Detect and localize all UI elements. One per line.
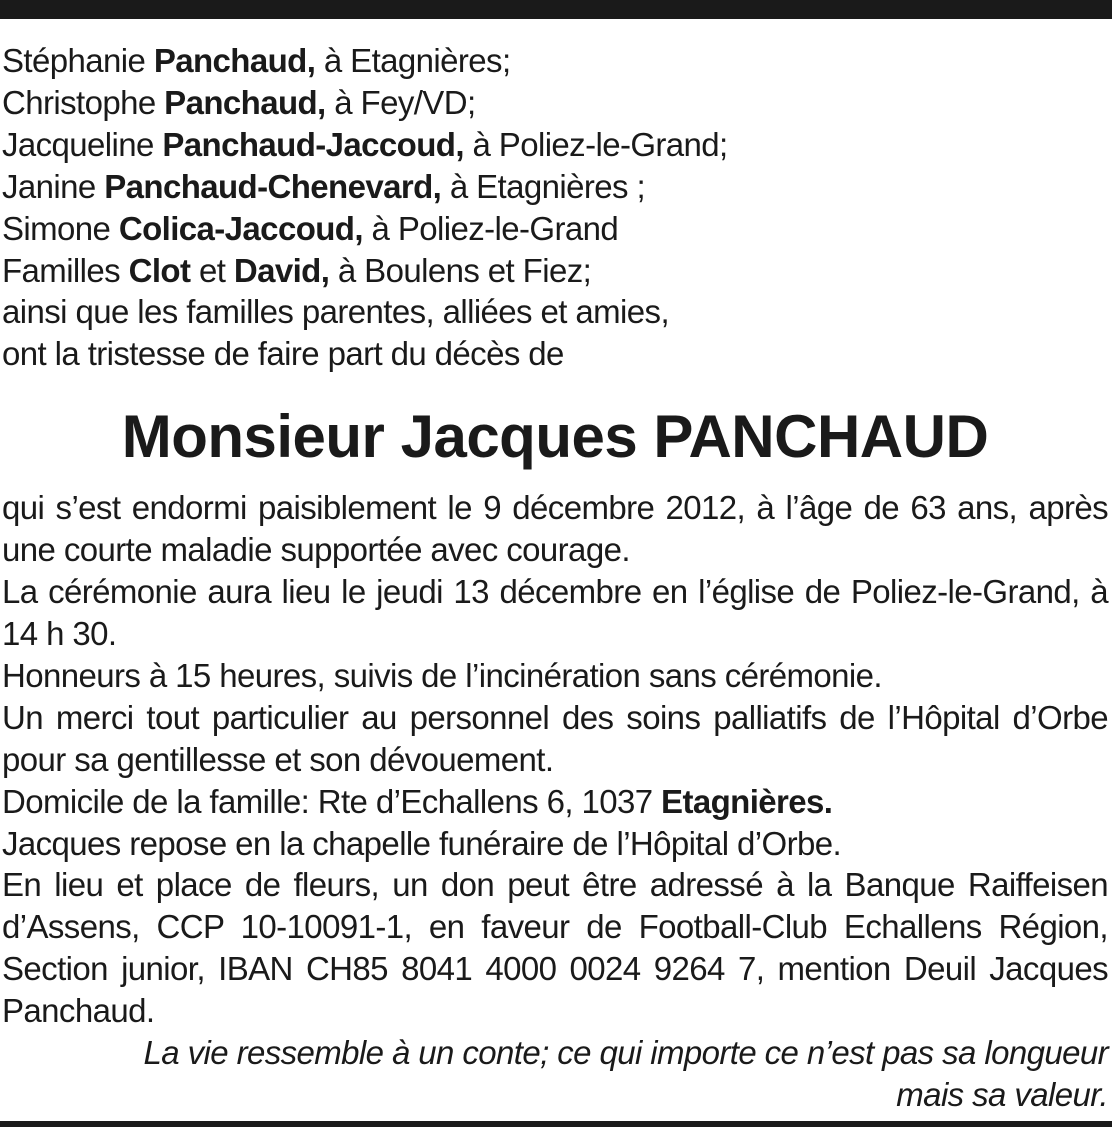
family-line-2: Christophe Panchaud, à Fey/VD;	[2, 83, 476, 121]
quote-line-1: La vie ressemble à un conte; ce qui importe ce n’est pas sa longueur	[143, 1034, 1108, 1072]
donation-paragraph: En lieu et place de fleurs, un don peut être adressé à la Banque Raiffeisen d’Assens, CCP 10-10091-1, en faveur de Football-Club Echallens Région, Section junior, IBAN CH85 8041 4000 0024 9264 7, mention Deuil Jacques Panchaud.	[2, 866, 1108, 1030]
domicile-paragraph: Domicile de la famille: Rte d’Echallens 6, 1037 Etagnières.	[2, 782, 833, 820]
thanks-paragraph: Un merci tout particulier au personnel des soins palliatifs de l’Hôpital d’Orbe pour sa gentillesse et son dévouement.	[2, 698, 1108, 778]
closing-quote	[2, 1032, 1108, 1116]
death-paragraph: qui s’est endormi paisiblement le 9 décembre 2012, à l’âge de 63 ans, après une courte maladie supportée avec courage.	[2, 489, 1108, 569]
ceremony-paragraph: La cérémonie aura lieu le jeudi 13 décembre en l’église de Poliez-le-Grand, à 14 h 30.	[2, 573, 1108, 652]
family-line-4: Janine Panchaud-Chenevard, à Etagnières ;	[2, 167, 646, 205]
family-line-5: Simone Colica-Jaccoud, à Poliez-le-Grand	[2, 209, 619, 247]
honours-paragraph: Honneurs à 15 heures, suivis de l’incinération sans cérémonie.	[2, 656, 882, 694]
obituary-notice	[2, 40, 1108, 1116]
relatives-line: ainsi que les familles parentes, alliées et amies,	[2, 293, 670, 331]
deceased-name: Monsieur Jacques PANCHAUD	[121, 403, 989, 471]
rest-paragraph: Jacques repose en la chapelle funéraire de l’Hôpital d’Orbe.	[2, 824, 842, 862]
top-rule	[0, 0, 1112, 19]
families-line: Familles Clot et David, à Boulens et Fiez;	[2, 251, 592, 289]
domicile-place: Etagnières.	[661, 782, 833, 820]
announce-line: ont la tristesse de faire part du décès de	[2, 335, 564, 373]
bottom-rule	[0, 1121, 1112, 1127]
family-line-3: Jacqueline Panchaud-Jaccoud, à Poliez-le-Grand;	[2, 125, 728, 163]
quote-line-2: mais sa valeur.	[896, 1075, 1108, 1113]
family-line-1: Stéphanie Panchaud, à Etagnières;	[2, 42, 511, 79]
